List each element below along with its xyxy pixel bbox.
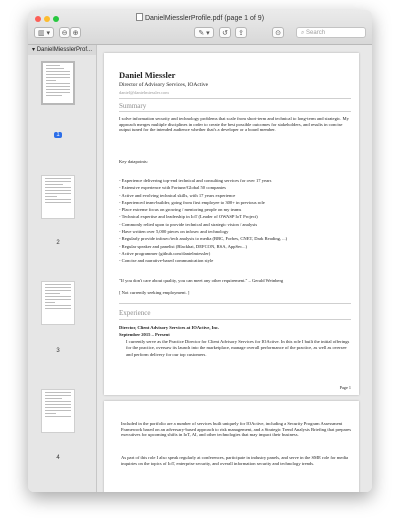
page-number-4: 4: [56, 455, 60, 461]
document-view[interactable]: [97, 45, 372, 492]
window-title-text: DanielMiesslerProfile.pdf (page 1 of 9): [144, 15, 265, 22]
divider: [119, 319, 351, 320]
divider: [119, 98, 351, 99]
title-bar: [28, 10, 372, 45]
sidebar-header: [28, 45, 96, 55]
experience-description: I currently serve as the Practice Director for Client Advisory Services for IOActive. In this role I built the initial offerings for the practice, oversaw its launch into the marketplace, manage overall performance of the practice, as well as oversee and perform delivery for our top customers.: [126, 339, 350, 357]
page2-paragraph-2: As part of this role I also speak regularly at conferences, participate in industry panels, and serve in the SME role for media inquiries on the topics of IoT, enterprise security, and overall information security and technology trends.: [121, 455, 349, 466]
pdf-document-icon: [136, 13, 143, 21]
share-button[interactable]: ⇪: [235, 27, 247, 38]
list-item: - Concise and narrative-based communication style: [119, 258, 214, 264]
list-item: - Commonly relied upon to provide technical and strategic vision / analysis: [119, 221, 258, 227]
zoom-out-button[interactable]: ⊖: [59, 27, 70, 38]
list-item: - Place extreme focus on growing / mentoring people on my teams: [119, 207, 242, 213]
zoom-in-button[interactable]: ⊕: [70, 27, 81, 38]
sidebar-header-label: DanielMiesslerProf...: [36, 47, 93, 53]
resume-subtitle: Director of Advisory Services, IOActive: [119, 82, 209, 88]
page-thumbnail-1[interactable]: [41, 61, 75, 105]
search-icon: ⌕: [301, 30, 307, 36]
page-number-3: 3: [56, 348, 60, 354]
page-thumbnail-2[interactable]: [41, 175, 75, 219]
page2-paragraph-1: Included in the portfolio are a number of services built uniquely for IOActive, including a Security Program Assessment Framework based on an adversary-based approach to risk management, and a Strategic Trend Analysis Briefing that prepares executives for upcoming shifts in IoT, AI, and other technologies that may impact their business.: [121, 421, 352, 438]
summary-text: I solve information security and technology problems that scale from short-term and technical to long-term and strategic. My approach merges multiple disciplines in order to create the best possible outcomes for stakeholders, and results in concise output tuned for the intended audience whether that's a developer or a board member.: [119, 116, 349, 133]
datapoints-label: Key datapoints:: [119, 159, 148, 164]
window-title: [28, 13, 372, 22]
sidebar-toggle-button[interactable]: ▥ ▾: [34, 27, 54, 38]
divider: [119, 111, 351, 112]
seeking-status: [ Not currently seeking employment. ]: [119, 290, 190, 295]
datapoints-list: [119, 177, 351, 265]
resume-name: Daniel Miessler: [119, 70, 176, 80]
list-item: - Extensive experience with Fortune/Global 50 companies: [119, 185, 226, 191]
summary-heading: Summary: [119, 102, 147, 110]
pdf-page-2: [104, 401, 359, 492]
preview-window: [28, 10, 372, 492]
experience-title: Director, Client Advisory Services at IOActive, Inc.: [119, 325, 220, 330]
page-number-2: 2: [56, 240, 60, 246]
search-input[interactable]: [296, 27, 366, 38]
experience-date: September 2015 – Present: [119, 332, 170, 337]
annotate-button[interactable]: ⊙: [272, 27, 284, 38]
page-thumbnail-3[interactable]: [41, 281, 75, 325]
list-item: - Active and evolving technical skills, with 17 years experience: [119, 192, 236, 198]
list-item: - Active programmer (github.com/danielmiessler): [119, 250, 211, 256]
page-number: Page 1: [339, 385, 351, 390]
resume-email: daniel@danielmiessler.com: [119, 90, 169, 95]
thumbnail-sidebar: [28, 45, 97, 492]
disclosure-triangle-icon[interactable]: ▾: [32, 47, 37, 53]
list-item: - Have written over 5,000 pieces on infosec and technology: [119, 229, 229, 235]
page-thumbnail-4[interactable]: [41, 389, 75, 433]
list-item: - Regular speaker and panelist (Blackhat, DEFCON, RSA, AppSec...): [119, 243, 248, 249]
search-placeholder: Search: [306, 30, 326, 36]
pdf-page-1: [104, 53, 359, 395]
list-item: - Experienced team-builder, going from first employee to 300+ in previous role: [119, 199, 265, 205]
list-item: - Technical expertise and leadership in IoT (Leader of OWASP IoT Project): [119, 214, 258, 220]
list-item: - Experience delivering top-end technical and consulting services for over 17 years: [119, 178, 272, 183]
divider: [119, 303, 351, 304]
markup-button[interactable]: ✎ ▾: [194, 27, 214, 38]
list-item: - Regularly provide infosec/tech analysis to media (BBC, Forbes, CNET, Dark Reading, ...): [119, 236, 288, 242]
rotate-button[interactable]: ↺: [219, 27, 231, 38]
quote: "If you don't care about quality, you can meet any other requirement." – Gerald Weinberg: [119, 278, 284, 283]
page-number-1: 1: [56, 132, 60, 138]
experience-heading: Experience: [119, 309, 151, 317]
